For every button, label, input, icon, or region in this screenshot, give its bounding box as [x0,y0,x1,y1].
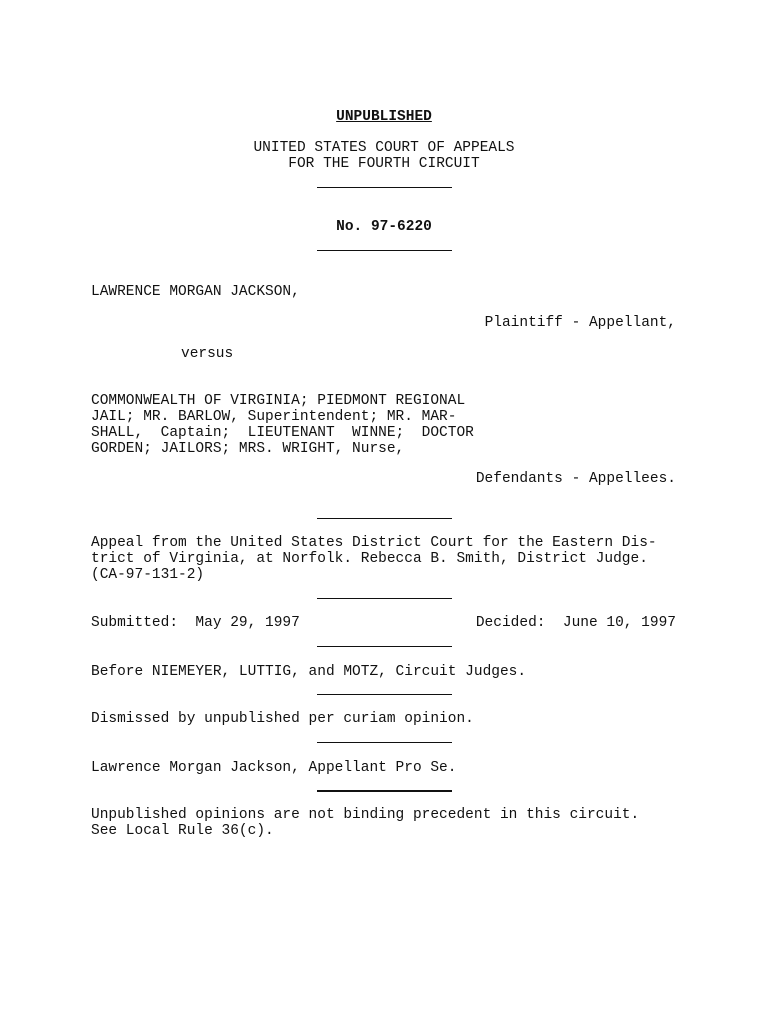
counsel: Lawrence Morgan Jackson, Appellant Pro Se. [91,760,457,776]
defendants-line: JAIL; MR. BARLOW, Superintendent; MR. MAR- [91,409,457,425]
plaintiff-name: LAWRENCE MORGAN JACKSON, [91,284,300,300]
footer-note-line: See Local Rule 36(c). [91,823,274,839]
versus-label: versus [181,346,234,362]
divider-rule [317,694,452,695]
appeal-line: (CA-97-131-2) [91,567,205,583]
divider-rule [317,187,452,188]
appeal-line: Appeal from the United States District Court for the Eastern Dis- [91,535,657,551]
plaintiff-role: Plaintiff - Appellant, [484,315,676,331]
defendants-line: GORDEN; JAILORS; MRS. WRIGHT, Nurse, [91,441,405,457]
divider-rule [317,518,452,519]
divider-rule [317,742,452,743]
divider-rule [317,790,452,792]
divider-rule [317,598,452,599]
defendants-line: COMMONWEALTH OF VIRGINIA; PIEDMONT REGIONAL [91,393,466,409]
disposition: Dismissed by unpublished per curiam opinion. [91,711,474,727]
panel-judges: Before NIEMEYER, LUTTIG, and MOTZ, Circuit Judges. [91,664,527,680]
decided-date: Decided: June 10, 1997 [475,615,676,631]
divider-rule [317,250,452,251]
court-name-line1: UNITED STATES COURT OF APPEALS [253,140,515,156]
submitted-date: Submitted: May 29, 1997 [91,615,300,631]
court-name-line2: FOR THE FOURTH CIRCUIT [288,156,480,172]
unpublished-heading: UNPUBLISHED [336,109,432,125]
appeal-line: trict of Virginia, at Norfolk. Rebecca B. Smith, District Judge. [91,551,648,567]
divider-rule [317,646,452,647]
footer-note-line: Unpublished opinions are not binding precedent in this circuit. [91,807,640,823]
defendants-line: SHALL, Captain; LIEUTENANT WINNE; DOCTOR [91,425,474,441]
case-number: No. 97-6220 [336,219,432,235]
defendants-role: Defendants - Appellees. [475,471,676,487]
